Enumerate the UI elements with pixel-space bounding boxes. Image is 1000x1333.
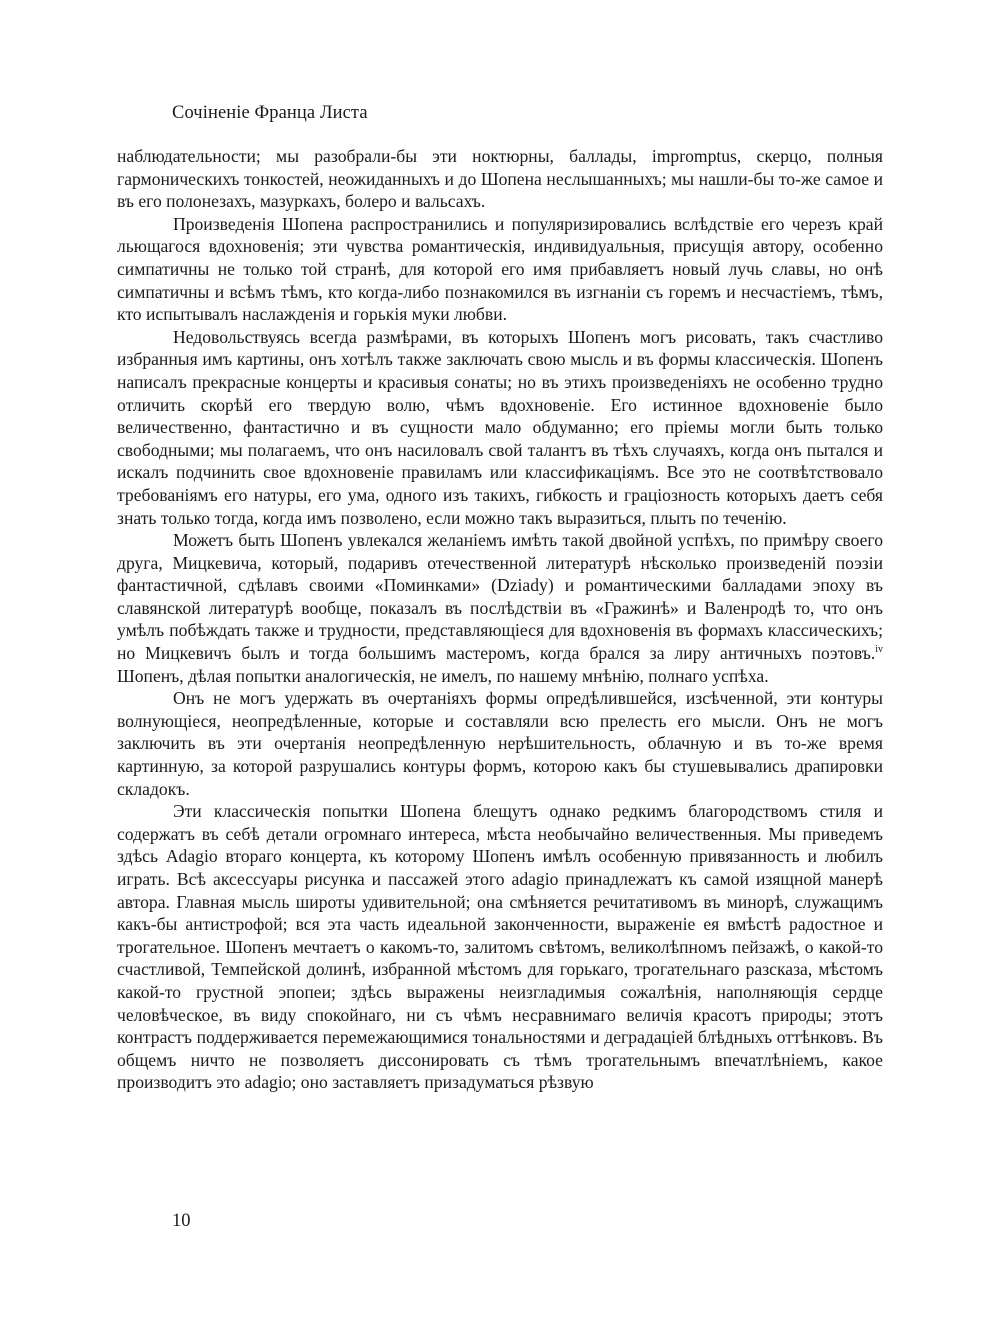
paragraph-text-continued: Шопенъ, дѣлая попытки аналогическiя, не имелъ, по нашему мнѣнiю, полнаго успѣха. xyxy=(117,665,769,686)
paragraph: Недовольствуясь всегда размѣрами, въ которыхъ Шопенъ могъ рисовать, такъ счастливо избранныя имъ картины, онъ хотѣлъ также заключать свою мысль и въ формы классическiя. Шопенъ написалъ прекрасные концерты и красивыя сонаты; но въ этихъ произведенiяхъ не особенно трудно отличить скорѣй его твердую волю, чѣмъ вдохновенiе. Его истинное вдохновенiе было величественно, фантастично и въ сущности мало обдуманно; его прiемы могли быть только свободными; мы полагаемъ, что онъ насиловалъ свой талантъ въ тѣхъ случаяхъ, когда онъ пытался и искалъ подчинить свое вдохновенiе правиламъ или классификацiямъ. Все это не соотвѣтствовало требованiямъ его натуры, его ума, одного изъ такихъ, гибкость и грацiозность которыхъ даетъ себя знать только тогда, когда имъ позволено, если можно такъ выразиться, плыть по теченiю. xyxy=(117,326,883,528)
running-head: Сочiненiе Франца Листа xyxy=(172,103,368,123)
body-text xyxy=(117,145,883,1094)
paragraph: Произведенiя Шопена распространились и популяризировались вслѣдствiе его черезъ край льющагося вдохновенiя; эти чувства романтическiя, индивидуальныя, присущiя автору, особенно симпатичны не только той странѣ, для которой его имя прибавляетъ новый лучь славы, но онѣ симпатичны и всѣмъ тѣмъ, кто когда-либо познакомился въ изгнанiи съ горемъ и несчастiемъ, тѣмъ, кто испытывалъ наслажденiя и горькiя муки любви. xyxy=(117,213,883,325)
paragraph-text: Можетъ быть Шопенъ увлекался желанiемъ имѣть такой двойной успѣхъ, по примѣру своего друга, Мицкевича, который, подаривъ отечественной литературѣ нѣсколько произведенiй поэзiи фантастичной, сдѣлавъ своими «Поминками» (Dziady) и романтическими балладами эпоху въ славянской литературѣ вообще, показалъ въ послѣдствiи въ «Гражинѣ» и Валенродѣ то, что онъ умѣлъ побѣждать также и трудности, представляющiеся для вдохновенiя въ формахъ классическихъ; но Мицкевичъ былъ и тогда большимъ мастеромъ, когда брался за лиру античныхъ поэтовъ. xyxy=(117,530,883,664)
paragraph: Эти классическiя попытки Шопена блещутъ однако редкимъ благородствомъ стиля и содержатъ въ себѣ детали огромнаго интереса, мѣста необычайно величественныя. Мы приведемъ здѣсь Adagio втораго концерта, къ которому Шопенъ имѣлъ особенную привязанность и любилъ играть. Всѣ аксессуары рисунка и пассажей этого adagio принадлежатъ къ самой изящной манерѣ автора. Главная мысль широты удивительной; она смѣняется речитативомъ въ минорѣ, служащимъ какъ-бы антистрофой; вся эта часть идеальной законченности, выраженiе ея вмѣстѣ радостное и трогательное. Шопенъ мечтаетъ о какомъ-то, залитомъ свѣтомъ, великолѣпномъ пейзажѣ, о какой-то счастливой, Темпейской долинѣ, избранной мѣстомъ для горькаго, трогательнаго разсказа, мѣстомъ какой-то грустной эпопеи; здѣсь выражены неизгладимыя сожалѣнiя, наполняющiя сердце человѣческое, въ виду спокойнаго, ни съ чѣмъ несравнимаго величiя красотъ природы; этотъ контрастъ поддерживается перемежающимися тональностями и деградацiей блѣдныхъ оттѣнковъ. Въ общемъ ничто не позволяетъ диссонировать съ тѣмъ трогательнымъ впечатлѣнiемъ, какое производитъ это adagio; оно заставляетъ призадуматься рѣзвую xyxy=(117,801,883,1093)
paragraph-with-footnote xyxy=(117,529,883,687)
paragraph-continued: наблюдательности; мы разобрали-бы эти ноктюрны, баллады, impromptus, скерцо, полныя гармоническихъ тонкостей, неожиданныхъ и до Шопена неслышанныхъ; мы нашли-бы то-же самое и въ его полонезахъ, мазуркахъ, болеро и вальсахъ. xyxy=(117,146,883,212)
page-number: 10 xyxy=(172,1211,191,1231)
footnote-marker[interactable]: iv xyxy=(875,644,883,656)
paragraph: Онъ не могъ удержать въ очертанiяхъ формы опредѣлившейся, изсѣченной, эти контуры волнующiеся, неопредѣленные, которые и составляли всю прелесть его мысли. Онъ не могъ заключить въ эти очертанiя неопредѣленную нерѣшительность, облачную и въ то-же время картинную, за которой разрушались контуры формъ, которою какъ бы стушевывались драпировки складокъ. xyxy=(117,688,883,799)
